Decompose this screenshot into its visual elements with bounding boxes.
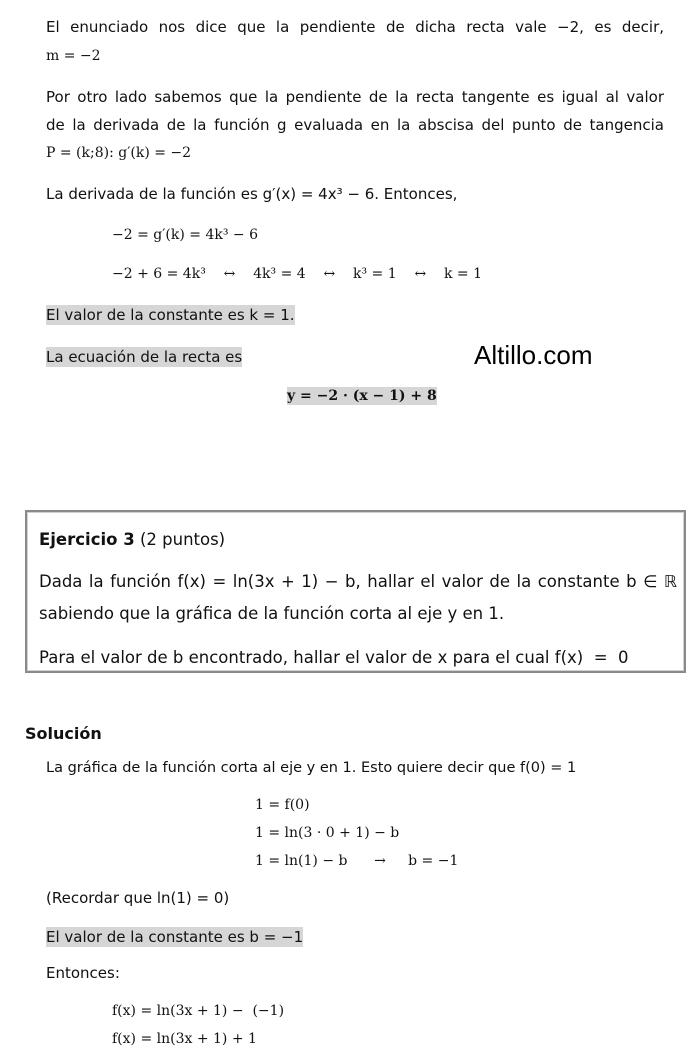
paragraph-slope-line-2: m = −2 <box>46 48 101 64</box>
solution-result-b: El valor de la constante es b = −1 <box>46 928 304 946</box>
exercise-3-statement-2: sabiendo que la gráfica de la función corta al eje y en 1. <box>39 604 505 623</box>
exercise-3-box <box>25 510 686 673</box>
exercise-3-heading <box>39 530 225 549</box>
solution-step-2: 1 = ln(3 · 0 + 1) − b <box>255 825 400 841</box>
paragraph-derivative-line-3: P = (k;8): g′(k) = −2 <box>46 145 192 161</box>
exercise-3-statement-3: Para el valor de b encontrado, hallar el valor de x para el cual f(x) = 0 <box>39 648 629 667</box>
solution-note: (Recordar que ln(1) = 0) <box>46 889 230 907</box>
solution-intro: La gráfica de la función corta al eje y en 1. Esto quiere decir que f(0) = 1 <box>46 760 577 776</box>
result-constant-k: El valor de la constante es k = 1. <box>46 306 295 324</box>
solution-step-1: 1 = f(0) <box>255 797 310 813</box>
watermark: Altillo.com <box>474 340 593 370</box>
equation-2: −2 + 6 = 4k³ ↔ 4k³ = 4 ↔ k³ = 1 ↔ k = 1 <box>112 266 483 282</box>
result-line-equation-label: La ecuación de la recta es <box>46 348 243 366</box>
exercise-3-statement-1: Dada la función f(x) = ln(3x + 1) − b, hallar el valor de la constante b ∈ ℝ <box>39 572 677 591</box>
paragraph-slope-line-1: El enunciado nos dice que la pendiente de dicha recta vale −2, es decir, <box>46 18 664 36</box>
equation-1: −2 = g′(k) = 4k³ − 6 <box>112 227 258 243</box>
exercise-3-title: Ejercicio 3 <box>39 530 135 549</box>
function-step-2: f(x) = ln(3x + 1) + 1 <box>112 1031 257 1047</box>
solution-step-3: 1 = ln(1) − b → b = −1 <box>255 853 459 869</box>
paragraph-derivative-line-2: de la derivada de la función g evaluada en la abscisa del punto de tangencia <box>46 116 664 134</box>
function-step-1: f(x) = ln(3x + 1) − (−1) <box>112 1003 285 1019</box>
line-equation: y = −2 · (x − 1) + 8 <box>287 388 437 404</box>
exercise-3-points: (2 puntos) <box>139 530 226 549</box>
paragraph-derivative-formula: La derivada de la función es g′(x) = 4x³ − 6. Entonces, <box>46 185 458 203</box>
solution-title: Solución <box>25 724 102 743</box>
solution-then: Entonces: <box>46 964 120 982</box>
paragraph-derivative-line-1: Por otro lado sabemos que la pendiente de la recta tangente es igual al valor <box>46 88 664 106</box>
